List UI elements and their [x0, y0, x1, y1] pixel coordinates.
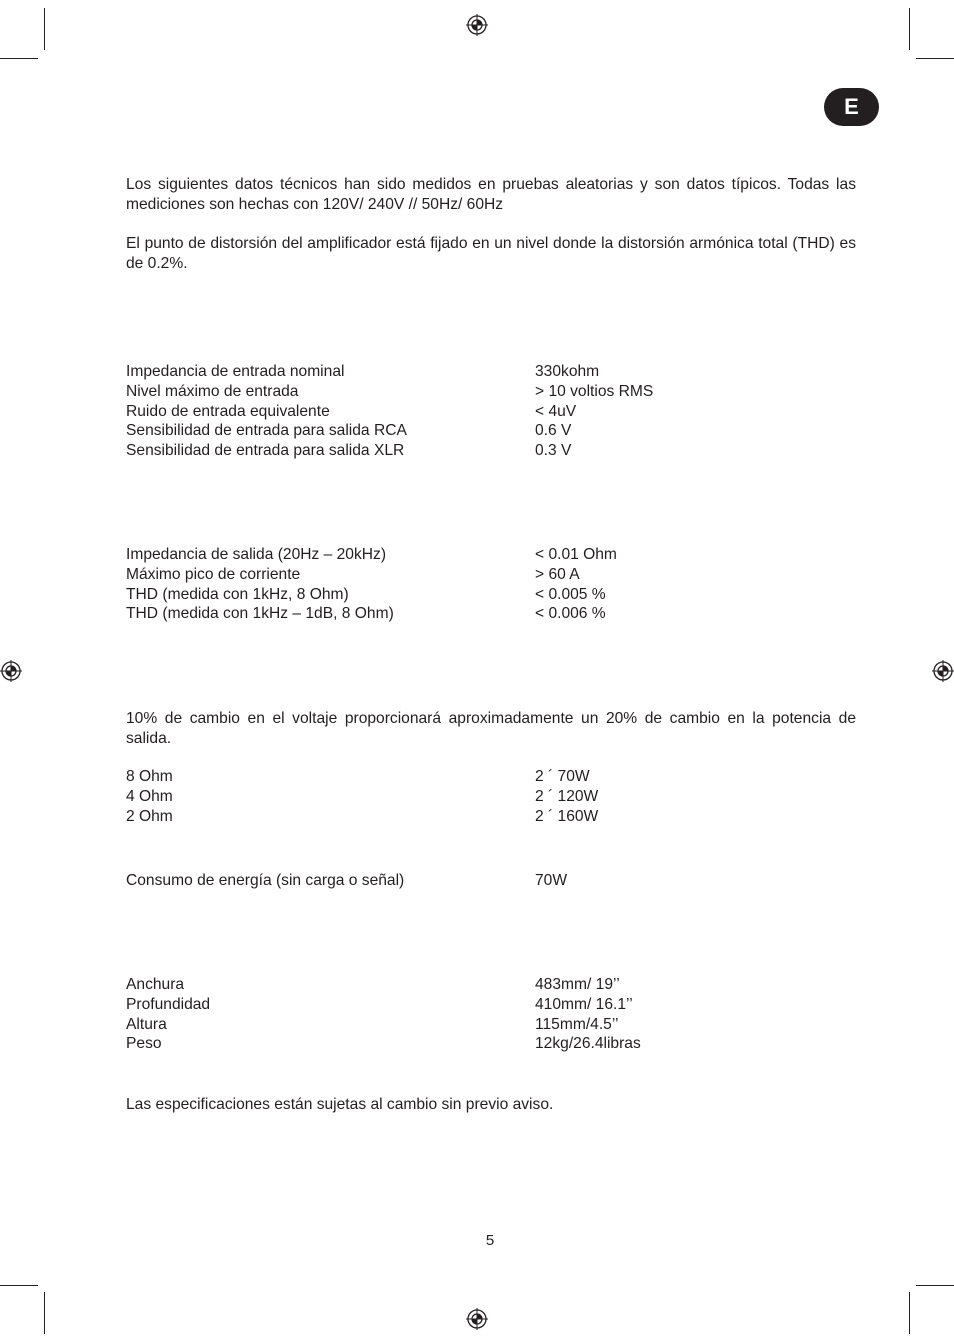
spec-value: 12kg/26.4libras	[535, 1035, 641, 1053]
spec-label: 8 Ohm	[126, 768, 173, 785]
spec-label: Ruido de entrada equivalente	[126, 402, 330, 420]
spec-label: Consumo de energía (sin carga o señal)	[126, 872, 405, 889]
spec-value: 2 ´ 160W	[535, 807, 599, 825]
registration-target-icon	[466, 1308, 488, 1330]
spec-label: Profundidad	[126, 995, 211, 1013]
spec-value: 2 ´ 70W	[535, 768, 590, 785]
power-ratings-table	[126, 767, 726, 826]
spec-value: < 0.006 %	[535, 605, 606, 623]
disclaimer: Las especificaciones están sujetas al cambio sin previo aviso.	[126, 1096, 554, 1113]
spec-value: < 4uV	[535, 402, 577, 420]
crop-mark-bottom-left-vertical	[44, 1292, 45, 1334]
spec-row	[126, 565, 726, 585]
spec-value: 0.3 V	[535, 442, 572, 460]
spec-value: 115mm/4.5’’	[535, 1015, 619, 1033]
spec-row	[126, 441, 726, 461]
crop-mark-top-left-horizontal	[0, 58, 38, 59]
spec-label: 2 Ohm	[126, 807, 173, 825]
spec-value: 70W	[535, 872, 568, 889]
spec-row	[126, 995, 726, 1015]
spec-label: Altura	[126, 1015, 167, 1033]
crop-mark-top-right-horizontal	[916, 58, 954, 59]
spec-row	[126, 1034, 726, 1054]
spec-row	[126, 807, 726, 827]
spec-row	[126, 382, 726, 402]
spec-row	[126, 604, 726, 624]
language-badge: E	[824, 88, 879, 126]
power-note: 10% de cambio en el voltaje proporcionará aproximadamente un 20% de cambio en la potencia de salida.	[126, 710, 856, 747]
spec-row	[126, 362, 726, 382]
intro-paragraph-1: Los siguientes datos técnicos han sido medidos en pruebas aleatorias y son datos típicos. Todas las mediciones son hechas con 120V/ 240V // 50Hz/ 60Hz	[126, 176, 856, 213]
intro-paragraph-2: El punto de distorsión del amplificador está fijado en un nivel donde la distorsión armónica total (THD) es de 0.2%.	[126, 235, 856, 272]
spec-value: > 60 A	[535, 565, 580, 583]
dimensions-table	[126, 975, 726, 1054]
spec-value: 0.6 V	[535, 422, 572, 440]
spec-label: Sensibilidad de entrada para salida RCA	[126, 422, 407, 440]
spec-value: 330kohm	[535, 363, 600, 380]
registration-target-icon	[0, 660, 22, 682]
spec-value: < 0.005 %	[535, 585, 606, 603]
spec-label: THD (medida con 1kHz – 1dB, 8 Ohm)	[126, 605, 394, 623]
crop-mark-bottom-left-horizontal	[0, 1285, 38, 1286]
spec-row	[126, 402, 726, 422]
spec-row	[126, 767, 726, 787]
spec-label: Máximo pico de corriente	[126, 565, 301, 583]
spec-value: < 0.01 Ohm	[535, 546, 617, 563]
spec-label: Nivel máximo de entrada	[126, 382, 299, 400]
spec-value: 410mm/ 16.1’’	[535, 995, 633, 1013]
spec-row	[126, 421, 726, 441]
spec-label: THD (medida con 1kHz, 8 Ohm)	[126, 585, 349, 603]
spec-row	[126, 585, 726, 605]
consumption-table	[126, 871, 726, 891]
output-specs-table	[126, 545, 726, 624]
input-specs-table	[126, 362, 726, 461]
crop-mark-top-left-vertical	[44, 8, 45, 50]
spec-label: Peso	[126, 1035, 162, 1053]
spec-row	[126, 975, 726, 995]
spec-row	[126, 871, 726, 891]
spec-row	[126, 545, 726, 565]
spec-label: Sensibilidad de entrada para salida XLR	[126, 442, 405, 460]
registration-target-icon	[932, 660, 954, 682]
spec-label: Impedancia de entrada nominal	[126, 363, 345, 380]
crop-mark-bottom-right-vertical	[909, 1292, 910, 1334]
spec-label: 4 Ohm	[126, 787, 173, 805]
spec-value: 483mm/ 19’’	[535, 976, 620, 993]
spec-value: > 10 voltios RMS	[535, 382, 654, 400]
spec-row	[126, 1015, 726, 1035]
spec-label: Impedancia de salida (20Hz – 20kHz)	[126, 546, 387, 563]
spec-value: 2 ´ 120W	[535, 787, 599, 805]
crop-mark-top-right-vertical	[909, 8, 910, 50]
spec-row	[126, 787, 726, 807]
page-number: 5	[485, 1232, 495, 1249]
crop-mark-bottom-right-horizontal	[916, 1285, 954, 1286]
registration-target-icon	[466, 14, 488, 36]
spec-label: Anchura	[126, 976, 185, 993]
